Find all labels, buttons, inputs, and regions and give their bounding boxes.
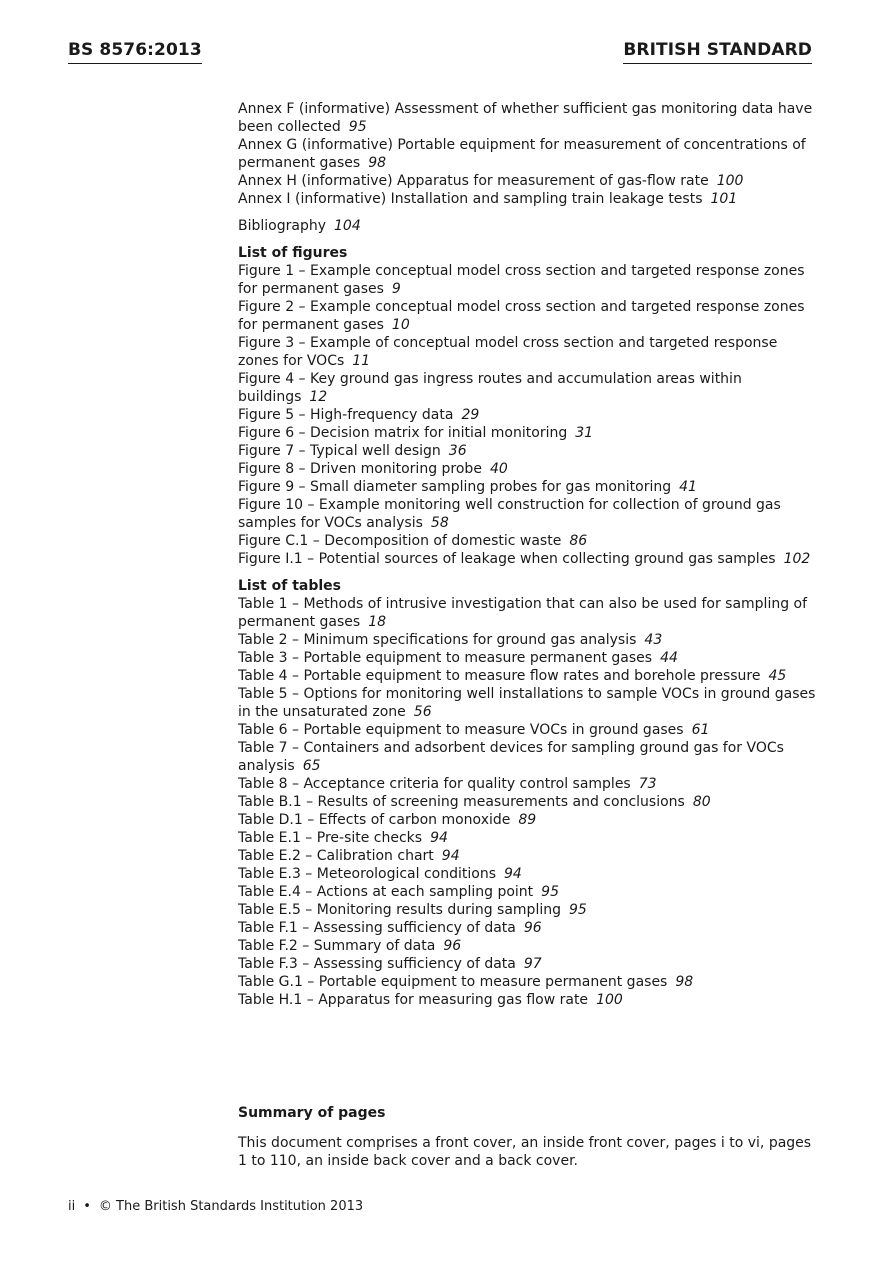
toc-entry-bibliography[interactable]: [238, 217, 818, 235]
entry-title: Table E.4 – Actions at each sampling point: [238, 884, 534, 900]
entry-title: Table G.1 – Portable equipment to measure permanent gases: [238, 974, 668, 990]
entry-page: 31: [575, 425, 594, 441]
entry-title: Figure 9 – Small diameter sampling probes for gas monitoring: [238, 479, 672, 495]
entry-page: 95: [348, 119, 367, 135]
entry-page: 94: [441, 848, 460, 864]
entry-page: 94: [430, 830, 448, 846]
toc-entry-figure[interactable]: [238, 532, 818, 550]
toc-entry-figure[interactable]: [238, 298, 818, 334]
toc-entry-table[interactable]: [238, 595, 818, 631]
toc-entry-table[interactable]: [238, 955, 818, 973]
page-number: ii: [68, 1199, 76, 1214]
entry-title: Table 3 – Portable equipment to measure permanent gases: [238, 650, 653, 666]
entry-title: Table E.2 – Calibration chart: [238, 848, 434, 864]
toc-entry-figure[interactable]: [238, 478, 818, 496]
entry-title: Figure 7 – Typical well design: [238, 443, 441, 459]
entry-page: 94: [504, 866, 522, 882]
toc-entry-table[interactable]: [238, 883, 818, 901]
entry-page: 96: [443, 938, 462, 954]
entry-page: 65: [302, 758, 321, 774]
entry-page: 61: [691, 722, 710, 738]
entry-title: Figure 2 – Example conceptual model cross section and targeted response zones for permanent gases: [238, 299, 805, 333]
entry-page: 96: [523, 920, 542, 936]
entry-page: 102: [783, 551, 811, 567]
summary-text: This document comprises a front cover, an inside front cover, pages i to vi, pages 1 to 110, an inside back cover and a back cover.: [238, 1135, 812, 1169]
toc-entry-table[interactable]: [238, 793, 818, 811]
toc-entry-annex[interactable]: [238, 136, 818, 172]
entry-title: Figure 4 – Key ground gas ingress routes and accumulation areas within buildings: [238, 371, 742, 405]
entry-page: 98: [675, 974, 694, 990]
entry-title: Table 8 – Acceptance criteria for quality control samples: [238, 776, 631, 792]
entry-page: 56: [413, 704, 432, 720]
toc-entry-table[interactable]: [238, 739, 818, 775]
entry-title: Figure 5 – High-frequency data: [238, 407, 454, 423]
entry-page: 101: [710, 191, 738, 207]
toc-entry-table[interactable]: [238, 775, 818, 793]
toc-entry-figure[interactable]: [238, 442, 818, 460]
toc-entry-table[interactable]: [238, 973, 818, 991]
entry-page: 40: [489, 461, 508, 477]
entry-page: 11: [352, 353, 371, 369]
entry-page: 98: [368, 155, 387, 171]
standard-label: BRITISH STANDARD: [623, 40, 812, 64]
entry-page: 100: [596, 992, 623, 1008]
annex-list: [238, 100, 818, 208]
tables-heading: List of tables: [238, 578, 341, 594]
entry-title: Figure 1 – Example conceptual model cross section and targeted response zones for permanent gases: [238, 263, 805, 297]
entry-page: 41: [679, 479, 697, 495]
entry-page: 44: [660, 650, 678, 666]
toc-entry-table[interactable]: [238, 919, 818, 937]
toc-entry-table[interactable]: [238, 811, 818, 829]
entry-page: 18: [368, 614, 387, 630]
entry-title: Table F.2 – Summary of data: [238, 938, 436, 954]
entry-page: 29: [461, 407, 480, 423]
page-footer: [68, 1199, 363, 1214]
entry-title: Figure 6 – Decision matrix for initial monitoring: [238, 425, 568, 441]
entry-title: Figure I.1 – Potential sources of leakage when collecting ground gas samples: [238, 551, 776, 567]
toc-entry-figure[interactable]: [238, 550, 818, 568]
entry-title: Table 4 – Portable equipment to measure flow rates and borehole pressure: [238, 668, 761, 684]
entry-title: Table 2 – Minimum specifications for ground gas analysis: [238, 632, 637, 648]
toc-entry-annex[interactable]: [238, 190, 818, 208]
toc-entry-figure[interactable]: [238, 334, 818, 370]
entry-page: 95: [541, 884, 559, 900]
entry-title: Figure C.1 – Decomposition of domestic waste: [238, 533, 562, 549]
table-list: [238, 595, 818, 1009]
toc-entry-figure[interactable]: [238, 370, 818, 406]
bullet-separator: •: [83, 1199, 91, 1214]
entry-title: Table 6 – Portable equipment to measure VOCs in ground gases: [238, 722, 684, 738]
toc-entry-table[interactable]: [238, 631, 818, 649]
entry-page: 104: [334, 218, 361, 234]
entry-title: Table F.1 – Assessing sufficiency of data: [238, 920, 516, 936]
entry-title: Table H.1 – Apparatus for measuring gas flow rate: [238, 992, 589, 1008]
toc-entry-table[interactable]: [238, 829, 818, 847]
entry-title: Table E.1 – Pre-site checks: [238, 830, 423, 846]
entry-page: 43: [644, 632, 663, 648]
toc-entry-table[interactable]: [238, 991, 818, 1009]
entry-title: Figure 8 – Driven monitoring probe: [238, 461, 482, 477]
entry-title: Annex H (informative) Apparatus for measurement of gas-flow rate: [238, 173, 709, 189]
entry-title: Figure 10 – Example monitoring well construction for collection of ground gas samples for VOCs analysis: [238, 497, 781, 531]
entry-title: Annex I (informative) Installation and sampling train leakage tests: [238, 191, 703, 207]
toc-entry-table[interactable]: [238, 721, 818, 739]
summary-heading: Summary of pages: [238, 1105, 386, 1121]
entry-title: Table E.3 – Meteorological conditions: [238, 866, 497, 882]
entry-page: 10: [391, 317, 410, 333]
entry-title: Annex F (informative) Assessment of whether sufficient gas monitoring data have been collected: [238, 101, 813, 135]
toc-entry-annex[interactable]: [238, 172, 818, 190]
toc-entry-figure[interactable]: [238, 262, 818, 298]
summary-section: [238, 1104, 818, 1170]
entry-page: 73: [638, 776, 657, 792]
toc-entry-figure[interactable]: [238, 424, 818, 442]
entry-title: Table 7 – Containers and adsorbent devices for sampling ground gas for VOCs analysis: [238, 740, 784, 774]
document-id: BS 8576:2013: [68, 40, 202, 64]
entry-title: Table 5 – Options for monitoring well installations to sample VOCs in ground gases in the unsaturated zone: [238, 686, 816, 720]
entry-title: Bibliography: [238, 218, 326, 234]
copyright-text: © The British Standards Institution 2013: [98, 1199, 364, 1214]
entry-page: 12: [309, 389, 328, 405]
entry-title: Table B.1 – Results of screening measurements and conclusions: [238, 794, 685, 810]
toc-entry-table[interactable]: [238, 667, 818, 685]
toc-entry-figure[interactable]: [238, 496, 818, 532]
entry-page: 89: [518, 812, 537, 828]
figure-list: [238, 262, 818, 568]
entry-title: Figure 3 – Example of conceptual model cross section and targeted response zones for VOCs: [238, 335, 778, 369]
entry-title: Annex G (informative) Portable equipment for measurement of concentrations of permanent gases: [238, 137, 806, 171]
toc-entry-annex[interactable]: [238, 100, 818, 136]
entry-page: 36: [448, 443, 467, 459]
entry-title: Table E.5 – Monitoring results during sampling: [238, 902, 561, 918]
entry-page: 9: [391, 281, 401, 297]
entry-page: 95: [568, 902, 587, 918]
toc-entry-table[interactable]: [238, 685, 818, 721]
entry-page: 58: [430, 515, 449, 531]
toc-entry-table[interactable]: [238, 901, 818, 919]
toc-entry-table[interactable]: [238, 847, 818, 865]
entry-page: 80: [692, 794, 711, 810]
toc-entry-figure[interactable]: [238, 460, 818, 478]
toc-entry-figure[interactable]: [238, 406, 818, 424]
entry-page: 100: [716, 173, 744, 189]
entry-title: Table F.3 – Assessing sufficiency of data: [238, 956, 516, 972]
toc-entry-table[interactable]: [238, 865, 818, 883]
toc-entry-table[interactable]: [238, 937, 818, 955]
entry-page: 97: [523, 956, 542, 972]
entry-page: 45: [768, 668, 787, 684]
contents-list: [238, 100, 818, 1009]
entry-title: Table D.1 – Effects of carbon monoxide: [238, 812, 511, 828]
entry-title: Table 1 – Methods of intrusive investigation that can also be used for sampling of permanent gases: [238, 596, 808, 630]
toc-entry-table[interactable]: [238, 649, 818, 667]
entry-page: 86: [569, 533, 588, 549]
figures-heading: List of figures: [238, 245, 348, 261]
